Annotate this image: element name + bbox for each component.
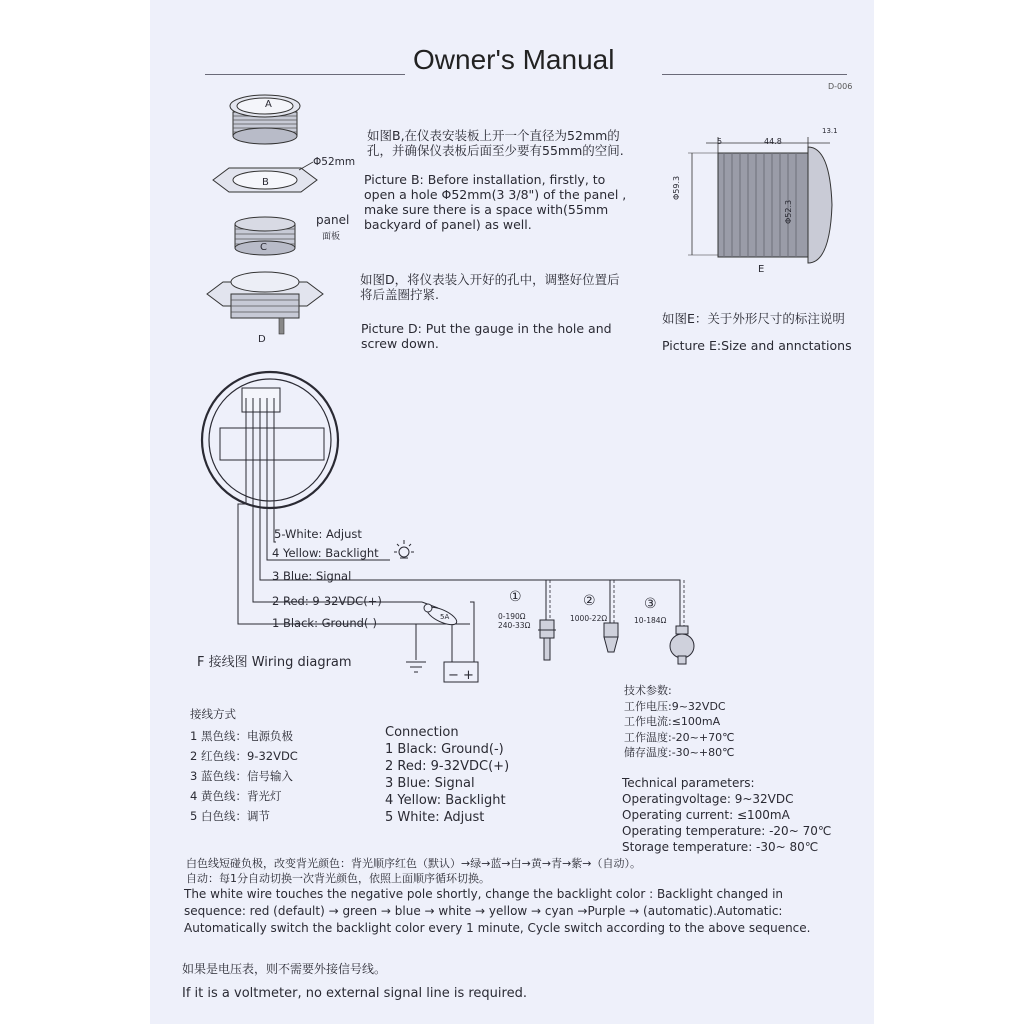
backlight-note-cn: 白色线短碰负极，改变背光颜色：背光顺序红色（默认）→绿→蓝→白→黄→青→紫→（自动）。 自动：每1分自动切换一次背光颜色，依照上面顺序循环切换。 <box>186 857 642 885</box>
sensor-2-range: 1000-22Ω <box>570 614 608 623</box>
label-c: C <box>260 242 267 253</box>
picture-d-en: Picture D: Put the gauge in the hole and screw down. <box>361 321 612 351</box>
label-d: D <box>258 334 266 345</box>
page-title: Owner's Manual <box>413 44 615 75</box>
dim-13-1: 13.1 <box>822 127 838 135</box>
sensor-3-icon <box>670 626 694 664</box>
connection-cn: 接线方式 1 黑色线：电源负极 2 红色线：9-32VDC 3 蓝色线：信号输入 4 黄色线：背光灯 5 白色线：调节 <box>190 707 298 823</box>
wire-label-black: 1 Black: Ground(-) <box>272 616 378 630</box>
hole-diameter-label: Φ52mm <box>313 156 356 168</box>
dimension-drawing-e <box>680 125 850 265</box>
title-rule-right <box>662 74 847 75</box>
sensor-2-icon <box>604 623 618 652</box>
picture-e-cn: 如图E：关于外形尺寸的标注说明 <box>662 311 845 326</box>
panel-label-en: panel <box>316 213 350 227</box>
fuse-label: 5A <box>440 613 450 621</box>
label-e: E <box>758 264 765 275</box>
battery-label: − + <box>448 668 474 683</box>
backlight-note-en: The white wire touches the negative pole shortly, change the backlight color : Backlight changed in sequence: red (default) → green → blue → white → yellow → cyan →Purple → (automatic).Automatic: Automatically switch the backlight color every 1 minute, Cycle switch according to the above sequence. <box>184 887 811 935</box>
label-a: A <box>265 99 272 110</box>
wire-label-blue: 3 Blue: Signal <box>272 569 352 583</box>
wiring-diagram-title: F 接线图 Wiring diagram <box>197 655 352 670</box>
picture-b-en: Picture B: Before installation, firstly, to open a hole Φ52mm(3 3/8") of the panel , make sure there is a space with(55mm backyard of panel) as well. <box>364 172 627 232</box>
label-b: B <box>262 177 269 188</box>
sensor-1-icon <box>538 620 556 660</box>
doc-code: D-006 <box>828 82 853 91</box>
wire-label-yellow: 4 Yellow: Backlight <box>272 546 379 560</box>
wiring-diagram <box>190 368 710 698</box>
dim-59-3: Φ59.3 <box>672 175 681 200</box>
sensor-3-range: 10-184Ω <box>634 616 667 625</box>
dim-5: 5 <box>717 137 723 146</box>
sensor-3-number: ③ <box>644 596 657 612</box>
voltmeter-note-cn: 如果是电压表，则不需要外接信号线。 <box>182 962 387 976</box>
wire-label-red: 2 Red: 9-32VDC(+) <box>272 594 382 608</box>
assembled-gauge-d <box>207 272 323 334</box>
tech-params-cn: 技术参数: 工作电压:9~32VDC 工作电流:≤100mA 工作温度:-20~+70℃ 储存温度:-30~+80℃ <box>624 684 735 759</box>
panel-label-cn: 面板 <box>322 232 341 242</box>
tech-params-en: Technical parameters: Operatingvoltage: 9~32VDC Operating current: ≤100mA Operating temperature: -20~ 70℃ Storage temperature: -30~ 80℃ <box>622 776 832 854</box>
picture-d-cn: 如图D，将仪表装入开好的孔中，调整好位置后 将后盖圈拧紧. <box>360 272 620 302</box>
dim-44-8: 44.8 <box>764 137 782 146</box>
sensor-1-number: ① <box>509 589 522 605</box>
wire-label-white: 5-White: Adjust <box>274 527 362 541</box>
sensor-1-range: 0-190Ω 240-33Ω <box>498 612 531 630</box>
picture-e-en: Picture E:Size and annctations <box>662 338 852 353</box>
sensor-2-number: ② <box>583 593 596 609</box>
dim-52-3: Φ52.3 <box>784 199 793 224</box>
voltmeter-note-en: If it is a voltmeter, no external signal line is required. <box>182 986 527 1001</box>
title-rule-left <box>205 74 405 75</box>
picture-b-cn: 如图B,在仪表安装板上开一个直径为52mm的 孔，并确保仪表板后面至少要有55mm的空间. <box>367 128 624 158</box>
connection-en: Connection 1 Black: Ground(-) 2 Red: 9-32VDC(+) 3 Blue: Signal 4 Yellow: Backlight 5 White: Adjust <box>385 725 510 825</box>
backlight-bulb-icon <box>394 540 414 558</box>
